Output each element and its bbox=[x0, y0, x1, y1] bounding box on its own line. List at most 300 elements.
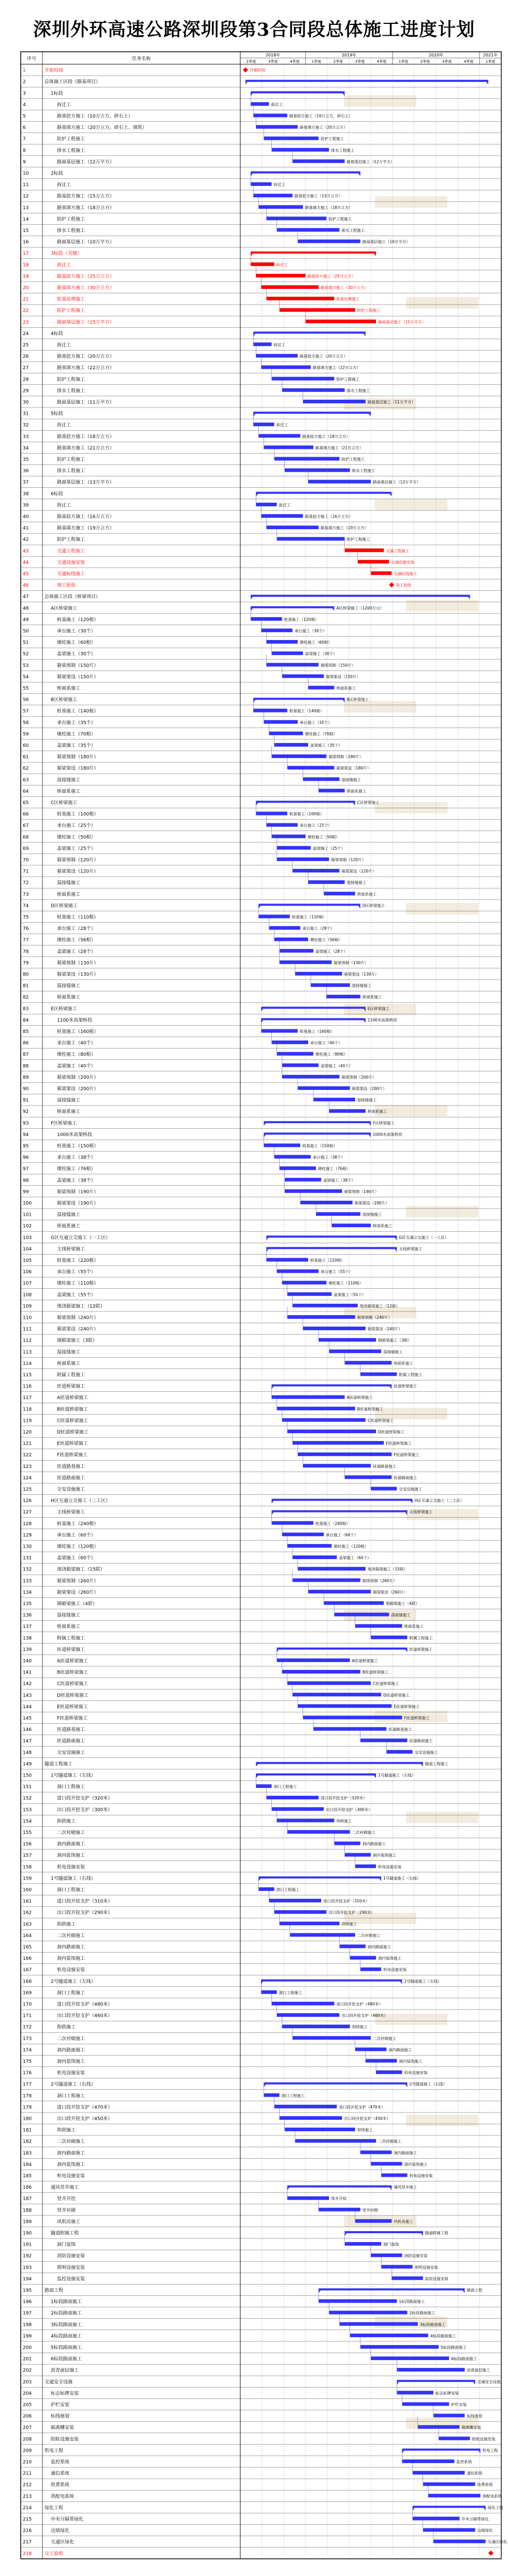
task-no: 47 bbox=[23, 594, 29, 600]
task-no: 99 bbox=[23, 1189, 29, 1195]
summary-cap-right bbox=[358, 906, 360, 908]
task-bar bbox=[261, 366, 311, 369]
task-name: 湿接缝施工 bbox=[57, 777, 81, 783]
quarter-label: 1季度 bbox=[398, 60, 409, 64]
summary-cap-left bbox=[251, 608, 253, 611]
task-bar bbox=[308, 480, 371, 484]
task-no: 116 bbox=[23, 1384, 32, 1390]
task-name: 盖梁施工（35个） bbox=[57, 743, 96, 749]
task-bar-label: 二次衬砌施工 bbox=[352, 1830, 375, 1835]
task-name: 二次衬砌施工 bbox=[57, 2036, 85, 2042]
task-name: 承台施工（25个） bbox=[57, 823, 96, 829]
task-bar bbox=[329, 1349, 381, 1353]
task-bar bbox=[277, 1270, 319, 1273]
task-bar bbox=[298, 1452, 391, 1456]
task-bar bbox=[274, 938, 309, 941]
task-no: 77 bbox=[23, 938, 29, 943]
task-bar bbox=[287, 1430, 376, 1433]
task-bar-label: 拆迁工 bbox=[279, 502, 291, 507]
task-no: 72 bbox=[23, 880, 29, 886]
task-name: 承台施工（35个） bbox=[57, 720, 96, 726]
task-no: 113 bbox=[23, 1349, 32, 1355]
task-no: 107 bbox=[23, 1281, 32, 1287]
task-no: 17 bbox=[23, 251, 29, 257]
task-bar bbox=[308, 686, 334, 689]
task-no: 215 bbox=[23, 2516, 32, 2522]
task-bar bbox=[280, 1922, 340, 1925]
task-bar-label: 洞口工程施工 bbox=[281, 2093, 305, 2098]
task-name: 边坡绿化 bbox=[51, 2528, 70, 2534]
summary-bar bbox=[287, 2186, 392, 2188]
summary-cap-right bbox=[369, 1123, 371, 1126]
summary-cap-right bbox=[374, 254, 376, 256]
summary-cap-left bbox=[256, 1775, 258, 1778]
task-no: 128 bbox=[23, 1521, 32, 1527]
summary-cap-right bbox=[369, 1134, 371, 1137]
task-bar bbox=[287, 1681, 371, 1685]
task-bar-label: 箱梁架设（240片） bbox=[367, 1327, 402, 1332]
task-name: 3标段（关键） bbox=[51, 251, 82, 257]
task-name: 6标段路面施工 bbox=[51, 2356, 82, 2362]
summary-cap-left bbox=[397, 2382, 399, 2384]
task-no: 145 bbox=[23, 1715, 32, 1721]
task-name: 交工验收 bbox=[45, 2551, 64, 2557]
task-bar bbox=[318, 1338, 376, 1342]
task-name: 2标段 bbox=[51, 171, 63, 177]
task-name: 箱梁架设（130片） bbox=[57, 972, 99, 978]
task-bar-label: 桩基施工（110根） bbox=[292, 914, 327, 920]
task-name: E区桥梁施工 bbox=[51, 1006, 77, 1012]
task-bar-label: 机电设施安装 bbox=[378, 1864, 402, 1869]
task-no: 156 bbox=[23, 1842, 32, 1847]
task-bar-label: 仰拱施工 bbox=[341, 1922, 357, 1927]
task-no: 70 bbox=[23, 857, 29, 863]
task-name: 匝道桥梁施工 bbox=[57, 1647, 85, 1653]
task-name: 墩柱施工（76根） bbox=[57, 1167, 96, 1172]
task-no: 76 bbox=[23, 926, 29, 932]
task-bar-label: 桩基施工（220根） bbox=[310, 1258, 345, 1263]
task-no: 209 bbox=[23, 2448, 32, 2454]
task-name: 洞内路面施工 bbox=[57, 1944, 85, 1950]
task-bar-label: 机电设施安装 bbox=[383, 1967, 407, 1972]
task-bar bbox=[277, 1818, 335, 1822]
task-bar bbox=[433, 2540, 486, 2543]
task-no: 60 bbox=[23, 743, 29, 749]
task-bar-label: H区互通立交施工（二工区） bbox=[414, 1498, 465, 1503]
task-no: 102 bbox=[23, 1224, 32, 1229]
task-bar bbox=[282, 1418, 366, 1422]
task-no: 29 bbox=[23, 388, 29, 394]
task-bar bbox=[355, 1624, 402, 1628]
task-no: 115 bbox=[23, 1372, 32, 1378]
task-bar-label: C区桥梁施工 bbox=[357, 800, 380, 805]
task-bar bbox=[313, 1098, 355, 1101]
task-bar-label: F匝道桥梁施工 bbox=[404, 1715, 430, 1721]
task-no: 30 bbox=[23, 400, 29, 405]
summary-bar bbox=[318, 2288, 465, 2290]
task-bar bbox=[277, 857, 329, 861]
task-name: 仰拱施工 bbox=[57, 2025, 76, 2030]
task-bar-label: 交安设施施工 bbox=[399, 1487, 423, 1492]
task-bar bbox=[397, 2391, 433, 2394]
task-name: 进口段开挖支护（480米） bbox=[57, 2002, 113, 2007]
task-name: 湿接缝施工 bbox=[57, 1349, 81, 1355]
task-bar bbox=[271, 1041, 308, 1044]
task-no: 182 bbox=[23, 2139, 32, 2145]
task-no: 193 bbox=[23, 2265, 32, 2271]
summary-bar bbox=[264, 1132, 371, 1134]
task-no: 203 bbox=[23, 2379, 32, 2385]
task-name: 防护工程施工 bbox=[57, 137, 85, 142]
task-bar-label: 承台施工（25个） bbox=[299, 823, 332, 828]
watermark-block bbox=[406, 1812, 478, 1823]
task-name: 盖梁施工（60个） bbox=[57, 1555, 96, 1561]
task-no: 88 bbox=[23, 1064, 29, 1069]
task-bar bbox=[293, 1441, 384, 1445]
task-no: 112 bbox=[23, 1338, 32, 1344]
task-bar-label: 湿接缝施工 bbox=[362, 1212, 382, 1217]
task-bar-label: 洞内路面施工 bbox=[367, 1944, 391, 1949]
task-name: 箱梁架设（200片） bbox=[57, 1086, 99, 1092]
task-bar-label: 桩基施工（160根） bbox=[299, 1029, 335, 1034]
task-name: 消防设施安装 bbox=[57, 2253, 85, 2259]
summary-cap-right bbox=[389, 494, 391, 497]
task-bar bbox=[271, 1395, 344, 1399]
task-bar bbox=[251, 617, 282, 621]
task-no: 14 bbox=[23, 216, 29, 222]
task-bar-label: A匝道桥梁施工 bbox=[352, 1658, 378, 1663]
task-name: 仰拱施工 bbox=[57, 2128, 76, 2133]
task-bar-label: 洞口工程施工 bbox=[273, 1784, 297, 1789]
task-bar bbox=[264, 720, 298, 724]
task-no: 178 bbox=[23, 2093, 32, 2099]
task-bar bbox=[386, 1750, 412, 1754]
task-bar-label: 竣工验收 bbox=[396, 583, 412, 588]
task-bar-label: 洞门装饰 bbox=[383, 2242, 399, 2247]
task-bar bbox=[258, 205, 303, 209]
task-no: 134 bbox=[23, 1590, 32, 1595]
task-bar bbox=[381, 2265, 412, 2268]
task-name: 路基填方施工（18万立方） bbox=[57, 205, 114, 211]
task-name: 桥面系施工 bbox=[57, 789, 81, 794]
task-bar-label: 排水工程施工 bbox=[341, 228, 365, 233]
task-name: 桥面系施工 bbox=[57, 1624, 81, 1630]
task-name: 出口段开挖支护（450米） bbox=[57, 2116, 113, 2122]
task-bar bbox=[293, 869, 340, 872]
task-bar bbox=[295, 972, 342, 976]
task-bar bbox=[280, 1167, 316, 1170]
task-bar-label: 桥面系施工 bbox=[336, 686, 356, 691]
task-bar bbox=[277, 228, 340, 231]
task-bar-label: 现浇箱梁施工（15联） bbox=[367, 1567, 408, 1572]
task-no: 171 bbox=[23, 2013, 32, 2019]
task-bar-label: 桥面系施工 bbox=[367, 1109, 387, 1114]
task-name: 排水工程施工 bbox=[57, 148, 85, 154]
task-bar-label: 出口段开挖支护（290米） bbox=[328, 1910, 375, 1915]
task-bar-label: 盖梁施工（38个） bbox=[323, 1177, 356, 1183]
task-bar-label: F匝道桥梁施工 bbox=[394, 1452, 419, 1458]
task-no: 74 bbox=[23, 903, 29, 909]
task-no: 132 bbox=[23, 1567, 32, 1573]
task-bar bbox=[256, 1784, 271, 1788]
task-bar-label: 路基挖方施工（18万立方） bbox=[302, 434, 350, 439]
task-no: 150 bbox=[23, 1773, 32, 1779]
task-bar bbox=[269, 732, 303, 735]
task-bar-label: 2号隧道施工（右线） bbox=[409, 2082, 447, 2087]
task-name: 路基填方施工（22万立方） bbox=[57, 366, 114, 371]
task-bar-label: 标志标牌安装 bbox=[435, 2391, 459, 2396]
task-no: 195 bbox=[23, 2288, 32, 2293]
task-bar bbox=[313, 1727, 386, 1731]
task-name: 墩柱施工（60根） bbox=[57, 640, 96, 646]
task-bar-label: D匝道桥梁施工 bbox=[378, 1429, 404, 1434]
task-bar-label: 竖井衬砌 bbox=[362, 2207, 378, 2213]
task-no: 118 bbox=[23, 1407, 32, 1413]
task-bar bbox=[345, 1853, 371, 1857]
task-no: 144 bbox=[23, 1704, 32, 1710]
task-bar bbox=[371, 571, 391, 575]
task-name: 进口段开挖支护（320米） bbox=[57, 1796, 113, 1801]
task-no: 198 bbox=[23, 2322, 32, 2328]
summary-bar bbox=[251, 252, 376, 254]
task-no: 22 bbox=[23, 308, 29, 314]
task-name: 洞口工程施工 bbox=[57, 1990, 85, 1996]
task-name: 现浇箱梁施工（12联） bbox=[57, 1304, 105, 1309]
task-bar-label: D匝道桥梁施工 bbox=[383, 1693, 410, 1698]
task-bar bbox=[293, 1578, 360, 1582]
task-no: 110 bbox=[23, 1315, 32, 1321]
task-name: 拆迁工 bbox=[57, 423, 71, 428]
summary-cap-right bbox=[405, 2085, 408, 2087]
year-label: 2020年 bbox=[428, 53, 444, 57]
task-bar-label: 洞内路面施工 bbox=[388, 2047, 412, 2053]
task-name: 桩基施工（120根） bbox=[57, 617, 99, 623]
task-no: 136 bbox=[23, 1613, 32, 1619]
task-bar-label: 箱梁预制（120片） bbox=[331, 857, 366, 862]
task-no: 212 bbox=[23, 2482, 32, 2488]
task-name: 防护工程施工 bbox=[57, 377, 85, 383]
task-name: 软基处理施工 bbox=[57, 297, 85, 302]
task-no: 152 bbox=[23, 1796, 32, 1801]
task-no: 123 bbox=[23, 1464, 32, 1469]
task-name: 承台施工（40个） bbox=[57, 1041, 96, 1046]
task-name: 盖梁施工（40个） bbox=[57, 1064, 96, 1069]
summary-cap-left bbox=[271, 1387, 273, 1389]
task-name: 桥面系施工 bbox=[57, 686, 81, 691]
task-no: 196 bbox=[23, 2300, 32, 2305]
task-bar bbox=[287, 1544, 332, 1548]
task-bar-label: 箱梁架设（130片） bbox=[344, 971, 379, 977]
task-name: 开始时间 bbox=[45, 68, 64, 74]
task-bar bbox=[280, 308, 355, 312]
task-no: 48 bbox=[23, 606, 29, 612]
task-bar-label: 拆迁工 bbox=[273, 342, 285, 347]
task-bar bbox=[264, 445, 313, 449]
task-no: 211 bbox=[23, 2471, 32, 2477]
task-no: 114 bbox=[23, 1361, 32, 1366]
task-bar-label: 路基填方施工（19万立方） bbox=[321, 526, 369, 531]
task-bar bbox=[271, 835, 306, 838]
task-bar bbox=[285, 469, 350, 472]
milestone-marker bbox=[389, 583, 394, 588]
task-bar bbox=[345, 2242, 382, 2246]
task-bar-label: 洞内装饰施工 bbox=[378, 1956, 402, 1961]
task-no: 6 bbox=[23, 125, 26, 131]
summary-cap-left bbox=[258, 1879, 260, 1881]
task-name: 盖梁施工（28个） bbox=[57, 949, 96, 955]
task-bar-label: 桥面系施工 bbox=[357, 892, 377, 897]
summary-bar bbox=[345, 2231, 423, 2233]
task-bar bbox=[287, 1830, 350, 1833]
task-bar bbox=[293, 159, 345, 163]
task-name: 1000米高架桥段 bbox=[57, 1132, 92, 1138]
task-bar-label: 护栏安装 bbox=[451, 2402, 467, 2407]
task-bar-label: 交通安全设施 bbox=[477, 2379, 501, 2384]
task-bar bbox=[358, 560, 389, 563]
task-name: 拆迁工 bbox=[57, 342, 71, 348]
task-bar-label: 桥面系施工 bbox=[346, 789, 367, 794]
watermark-block bbox=[375, 1408, 447, 1419]
task-no: 49 bbox=[23, 617, 29, 623]
task-bar bbox=[298, 1567, 366, 1570]
task-name: 交安设施施工 bbox=[57, 1487, 85, 1492]
task-bar-label: E匝道桥梁施工 bbox=[394, 1704, 420, 1709]
task-bar-label: 附属工程施工 bbox=[409, 1635, 433, 1640]
task-bar bbox=[256, 503, 277, 506]
task-bar-label: 承台施工（40个） bbox=[310, 1040, 343, 1045]
task-no: 199 bbox=[23, 2334, 32, 2339]
task-bar-label: 进口段开挖支护（310米） bbox=[323, 1899, 370, 1904]
task-no: 91 bbox=[23, 1098, 29, 1103]
task-bar bbox=[298, 1086, 350, 1090]
task-bar-label: 盖梁施工（30个） bbox=[304, 651, 338, 657]
task-name: 路基挖方施工（16万立方） bbox=[57, 514, 114, 520]
task-no: 89 bbox=[23, 1075, 29, 1081]
task-name: 箱梁架设（260片） bbox=[57, 1590, 99, 1595]
task-no: 104 bbox=[23, 1246, 32, 1252]
task-bar-label: 进口段开挖支护（320米） bbox=[321, 1796, 367, 1801]
task-name: 湿接缝施工 bbox=[57, 1098, 81, 1103]
summary-cap-left bbox=[251, 93, 253, 96]
task-bar bbox=[423, 2482, 475, 2486]
task-bar-label: 箱梁预制（180片） bbox=[328, 754, 364, 760]
task-no: 217 bbox=[23, 2540, 32, 2545]
task-no: 24 bbox=[23, 331, 29, 337]
task-bar-label: 竖井开挖 bbox=[331, 2196, 347, 2201]
task-bar-label: 墩柱施工（110根） bbox=[328, 1280, 364, 1286]
task-bar bbox=[261, 629, 292, 632]
task-bar-label: 防护工程施工 bbox=[341, 457, 365, 462]
task-bar bbox=[355, 2047, 386, 2051]
task-bar-label: 墩柱施工（76根） bbox=[318, 1166, 351, 1171]
task-name: 墩柱施工（110根） bbox=[57, 1281, 99, 1287]
task-bar-label: 路面基层施工（13万平方） bbox=[373, 479, 421, 485]
task-no: 53 bbox=[23, 663, 29, 668]
task-bar bbox=[381, 2173, 407, 2177]
task-no: 173 bbox=[23, 2036, 32, 2042]
task-bar bbox=[282, 2025, 350, 2028]
task-name: 交通安全设施 bbox=[45, 2379, 73, 2385]
summary-cap-right bbox=[353, 803, 355, 805]
task-bar-label: E区桥梁施工 bbox=[367, 1006, 390, 1011]
summary-cap-right bbox=[389, 1387, 391, 1389]
summary-cap-right bbox=[484, 2508, 486, 2510]
summary-bar bbox=[245, 80, 488, 82]
task-bar-label: 2号隧道施工（左线） bbox=[404, 1978, 442, 1984]
milestone-marker bbox=[243, 67, 248, 72]
task-bar bbox=[271, 377, 334, 381]
task-bar bbox=[253, 194, 293, 197]
watermark-block bbox=[406, 600, 478, 612]
task-bar bbox=[402, 2459, 454, 2463]
task-name: 监控设施安装 bbox=[57, 2276, 85, 2282]
task-bar-label: 隔离栅安装 bbox=[461, 2425, 481, 2430]
task-name: 墩柱施工（120根） bbox=[57, 1544, 99, 1550]
task-bar-label: 仰拱施工 bbox=[336, 1818, 352, 1824]
task-name: 5标段路面施工 bbox=[51, 2345, 82, 2351]
quarter-label: 3季度 bbox=[442, 60, 452, 64]
task-name: 竖井衬砌 bbox=[57, 2208, 76, 2214]
task-name: F匝道桥梁施工 bbox=[57, 1452, 88, 1458]
task-bar bbox=[266, 216, 326, 220]
task-no: 191 bbox=[23, 2242, 32, 2248]
task-no: 206 bbox=[23, 2414, 32, 2420]
task-bar bbox=[423, 2528, 475, 2532]
summary-cap-left bbox=[256, 1764, 258, 1767]
task-name: 通风竖井施工 bbox=[51, 2185, 79, 2191]
task-name: 路面基层施工（10万平方） bbox=[57, 240, 114, 245]
task-name: B匝道桥梁施工 bbox=[57, 1407, 89, 1413]
summary-cap-left bbox=[258, 906, 260, 908]
task-no: 46 bbox=[23, 583, 29, 589]
task-bar bbox=[271, 651, 302, 655]
task-no: 5 bbox=[23, 113, 26, 119]
task-bar bbox=[413, 2516, 460, 2520]
task-bar bbox=[376, 2071, 402, 2074]
task-name: 1号隧道施工（左线） bbox=[51, 1773, 96, 1779]
summary-bar bbox=[251, 91, 344, 93]
task-bar bbox=[274, 1155, 311, 1159]
task-bar-label: 盖梁施工（55个） bbox=[333, 1292, 366, 1297]
task-bar-label: 进口段开挖支护（470米） bbox=[339, 2104, 385, 2109]
task-bar-label: 1000米高架桥段 bbox=[373, 1132, 402, 1137]
task-bar-label: 湿接缝施工 bbox=[341, 777, 361, 782]
task-no: 40 bbox=[23, 514, 29, 520]
task-no: 52 bbox=[23, 651, 29, 657]
task-no: 167 bbox=[23, 1968, 32, 1973]
task-bar-label: 监控系统 bbox=[456, 2459, 472, 2464]
summary-bar bbox=[264, 1121, 371, 1123]
task-no: 131 bbox=[23, 1555, 32, 1561]
task-bar-label: 承台施工（28个） bbox=[302, 926, 335, 931]
task-bar-label: 路基填方施工（21万立方） bbox=[315, 445, 364, 450]
task-bar-label: 通信系统 bbox=[467, 2471, 483, 2476]
task-name: 洞口工程施工 bbox=[57, 1887, 85, 1893]
task-bar bbox=[277, 1407, 355, 1410]
task-bar bbox=[428, 2494, 481, 2497]
task-bar-label: 路基挖方施工（10万立方，碎石土） bbox=[289, 113, 353, 119]
task-bar-label: 箱梁架设（120片） bbox=[341, 869, 376, 874]
task-no: 148 bbox=[23, 1750, 32, 1756]
task-no: 146 bbox=[23, 1727, 32, 1733]
task-name: 箱梁预制（120片） bbox=[57, 857, 99, 863]
task-name: 供配电系统 bbox=[51, 2494, 75, 2499]
task-bar bbox=[293, 1693, 381, 1696]
task-no: 21 bbox=[23, 297, 29, 302]
summary-cap-right bbox=[468, 597, 470, 600]
task-name: B区桥梁施工 bbox=[51, 697, 78, 703]
task-bar-label: 出口段开挖支护（450米） bbox=[344, 2116, 390, 2121]
